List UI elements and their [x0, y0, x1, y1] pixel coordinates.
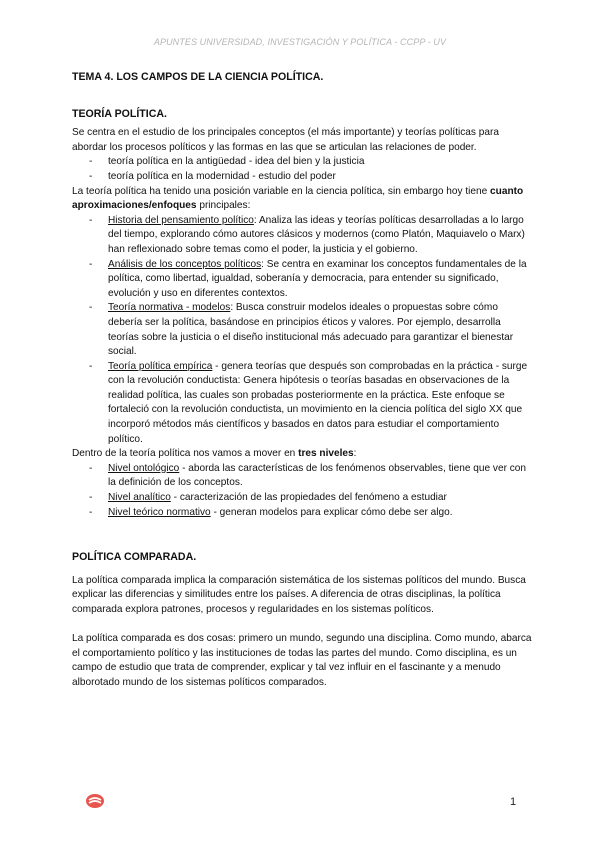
- teoria-dash-list: [72, 155, 534, 184]
- page-header: APUNTES UNIVERSIDAD, INVESTIGACIÓN Y POLÍTICA - CCPP - UV: [153, 37, 447, 47]
- teoria-intro: Se centra en el estudio de los principales conceptos (el más importante) y teorías políticas para abordar los procesos políticos y las formas en las que se articulan las relaciones de poder.: [72, 127, 499, 153]
- list-item: - Teoría política empírica - genera teorías que después son comprobadas en la práctica - surge con la revolución conductista: Genera hipótesis o teorías basadas en observaciones de la realidad política, las cuales son probadas posteriormente en la práctica. Este enfoque se fortaleció con la revolución conductista, un movimiento en la ciencia política del siglo XX que incorporó métodos más científicos y basados en datos para estudiar el comportamiento político.: [72, 360, 534, 448]
- list-item: - Nivel ontológico - aborda las características de los fenómenos observables, tiene que ver con la definición de los conceptos.: [72, 462, 534, 491]
- list-item: - Historia del pensamiento político: Analiza las ideas y teorías políticas desarrolladas a lo largo del tiempo, explorando cómo autores clásicos y modernos (como Platón, Maquiavelo o Marx) han reflexionado sobre temas como el poder, la justicia y el gobierno.: [72, 214, 534, 258]
- comparada-para-2: La política comparada es dos cosas: primero un mundo, segundo una disciplina. Como mundo, abarca el comportamiento político y las instituciones de todas las partes del mundo. Como disciplina, es un campo de estudio que trata de comprender, explicar y tal vez influir en el fascinante y a menudo alborotado mundo de los sistemas políticos comparados.: [72, 633, 532, 688]
- list-item: - Nivel teórico normativo - generan modelos para explicar cómo debe ser algo.: [72, 506, 534, 521]
- comparada-para-1: La política comparada implica la comparación sistemática de los sistemas políticos del mundo. Busca explicar las diferencias y similitudes entre los países. A diferencia de otras disciplinas, la política comparada explora patrones, procesos y regularidades en los sistemas políticos.: [72, 574, 526, 615]
- teoria-approaches-intro: La teoría política ha tenido una posición variable en la ciencia política, sin embargo hoy tiene cuanto aproximaciones/enfoques principales:: [72, 185, 524, 212]
- document-body: [72, 70, 534, 691]
- teoria-levels-intro: Dentro de la teoría política nos vamos a mover en tres niveles:: [72, 448, 357, 460]
- list-item: - Teoría normativa - modelos: Busca construir modelos ideales o propuestas sobre cómo debería ser la política, basándose en principios éticos y valores. Por ejemplo, desarrolla teorías sobre la justicia o el diseño institucional más adecuado para garantizar el bienestar social.: [72, 301, 534, 359]
- page-number: 1: [510, 796, 517, 808]
- levels-list: [72, 462, 534, 520]
- page-title: TEMA 4. LOS CAMPOS DE LA CIENCIA POLÍTICA.: [72, 71, 324, 83]
- section-heading-teoria: TEORÍA POLÍTICA.: [72, 107, 167, 120]
- list-item: - Nivel analítico - caracterización de las propiedades del fenómeno a estudiar: [72, 491, 534, 506]
- section-heading-comparada: POLÍTICA COMPARADA.: [72, 551, 197, 564]
- list-item: - teoría política en la modernidad - estudio del poder: [72, 170, 534, 185]
- list-item: - teoría política en la antigüedad - idea del bien y la justicia: [72, 155, 534, 170]
- wuolah-logo-icon: [84, 792, 106, 810]
- list-item: - Análisis de los conceptos políticos: Se centra en examinar los conceptos fundamentales de la política, como libertad, igualdad, soberanía y democracia, para entender su significado, evolución y uso en diferentes contextos.: [72, 258, 534, 302]
- approaches-list: [72, 214, 534, 448]
